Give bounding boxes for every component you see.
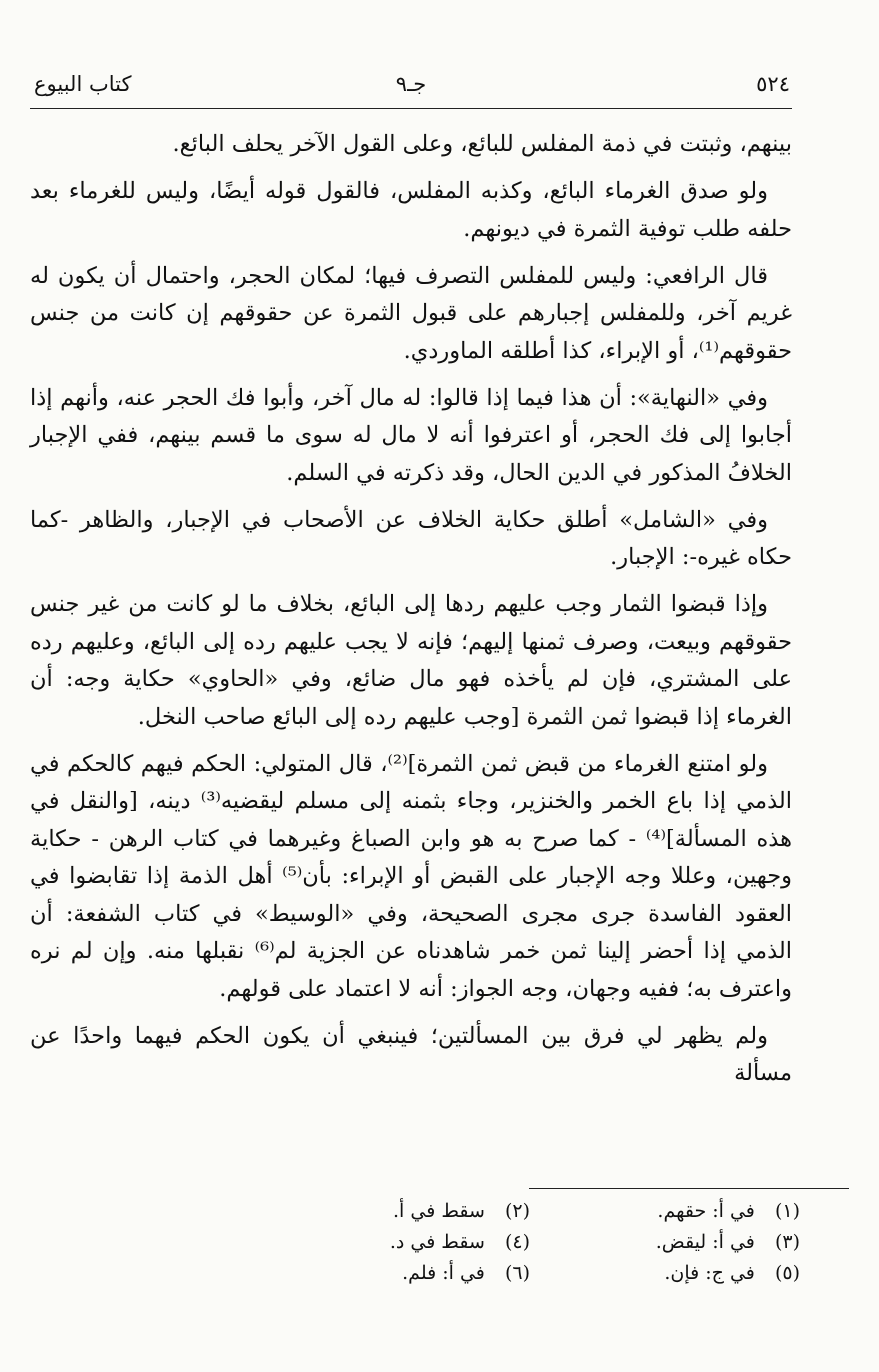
footnote-text: سقط في أ. bbox=[393, 1200, 485, 1222]
volume-label: جـ٩ bbox=[395, 72, 427, 96]
footnote-text: في أ: حقهم. bbox=[657, 1200, 755, 1222]
paragraph: ولم يظهر لي فرق بين المسألتين؛ فينبغي أن يكون الحكم فيهما واحدًا عن مسألة bbox=[30, 1022, 792, 1086]
footnote bbox=[664, 1262, 800, 1284]
footnote bbox=[657, 1200, 800, 1222]
footnote bbox=[656, 1231, 800, 1253]
footnote-text: في أ: فلم. bbox=[402, 1262, 485, 1284]
paragraph: ولو امتنع الغرماء من قبض ثمن الثمرة]⁽²⁾، قال المتولي: الحكم فيهم كالحكم في الذمي إذا باع الخمر والخنزير، وجاء بثمنه إلى مسلم ليقضيه⁽³⁾ دينه، [والنقل في هذه المسألة]⁽⁴⁾ - كما صرح به هو وابن الصباغ وغيرهما في كتاب الرهن - حكاية وجهين، وعللا وجه الإجبار على القبض أو الإبراء: بأن⁽⁵⁾ أهل الذمة إذا تقابضوا في العقود الفاسدة جرى مجرى الصحيحة، وفي «الوسيط» في كتاب الشفعة: أن الذمي إذا أحضر إلينا ثمن خمر شاهدناه عن الجزية لم⁽⁶⁾ نقبلها منه. وإن لم نره واعترف به؛ ففيه وجهان، وجه الجواز: أنه لا اعتماد على قولهم. bbox=[30, 750, 793, 1002]
footnote-text: في ج: فإن. bbox=[664, 1262, 755, 1284]
footnote-text: سقط في د. bbox=[389, 1231, 485, 1253]
paragraph: وإذا قبضوا الثمار وجب عليهم ردها إلى البائع، بخلاف ما لو كانت من غير جنس حقوقهم وبيعت، وصرف ثمنها إليهم؛ فإنه لا يجب عليهم رده إلى البائع، وعليهم رده على المشتري، فإن لم يأخذه فهو مال ضائع، وفي «الحاوي» حكاية وجه: أن الغرماء إذا قبضوا ثمن الثمرة [وجب عليهم رده إلى البائع صاحب النخل. bbox=[30, 591, 792, 730]
book-title: كتاب البيوع bbox=[34, 72, 132, 96]
paragraph: وفي «الشامل» أطلق حكاية الخلاف عن الأصحاب في الإجبار، والظاهر -كما حكاه غيره-: الإجبار. bbox=[30, 506, 792, 570]
footnote-number: (٤) bbox=[504, 1231, 530, 1253]
body-text bbox=[30, 126, 792, 1102]
paragraph: وفي «النهاية»: أن هذا فيما إذا قالوا: له مال آخر، وأبوا فك الحجر عنه، وأنهم إذا أجابوا إلى فك الحجر، أو اعترفوا أنه لا مال له سوى ما قسم بينهم، ففي الإجبار الخلافُ المذكور في الدين الحال، وقد ذكرته في السلم. bbox=[30, 384, 792, 486]
footnote-number: (٣) bbox=[774, 1231, 800, 1253]
page-header bbox=[30, 68, 792, 109]
footnote-text: في أ: ليقض. bbox=[655, 1231, 755, 1253]
paragraph: بينهم، وثبتت في ذمة المفلس للبائع، وعلى القول الآخر يحلف البائع. bbox=[172, 131, 792, 157]
footnote-number: (١) bbox=[774, 1200, 800, 1222]
footnote-number: (٦) bbox=[504, 1262, 530, 1284]
paragraph: ولو صدق الغرماء البائع، وكذبه المفلس، فالقول قوله أيضًا، وليس للغرماء بعد حلفه طلب توفية الثمرة في ديونهم. bbox=[30, 178, 792, 242]
footnote bbox=[393, 1200, 530, 1222]
footnote-number: (٢) bbox=[504, 1200, 530, 1222]
paragraph: قال الرافعي: وليس للمفلس التصرف فيها؛ لمكان الحجر، واحتمال أن يكون له غريم آخر، وللمفلس إجبارهم على قبول الثمرة عن حقوقهم إن كانت من جنس حقوقهم⁽¹⁾، أو الإبراء، كذا أطلقه الماوردي. bbox=[30, 262, 792, 364]
footnote-divider bbox=[529, 1188, 849, 1189]
footnote-number: (٥) bbox=[774, 1262, 800, 1284]
footnote bbox=[402, 1262, 530, 1284]
page-number: ٥٢٤ bbox=[756, 72, 790, 96]
footnote bbox=[390, 1231, 530, 1253]
